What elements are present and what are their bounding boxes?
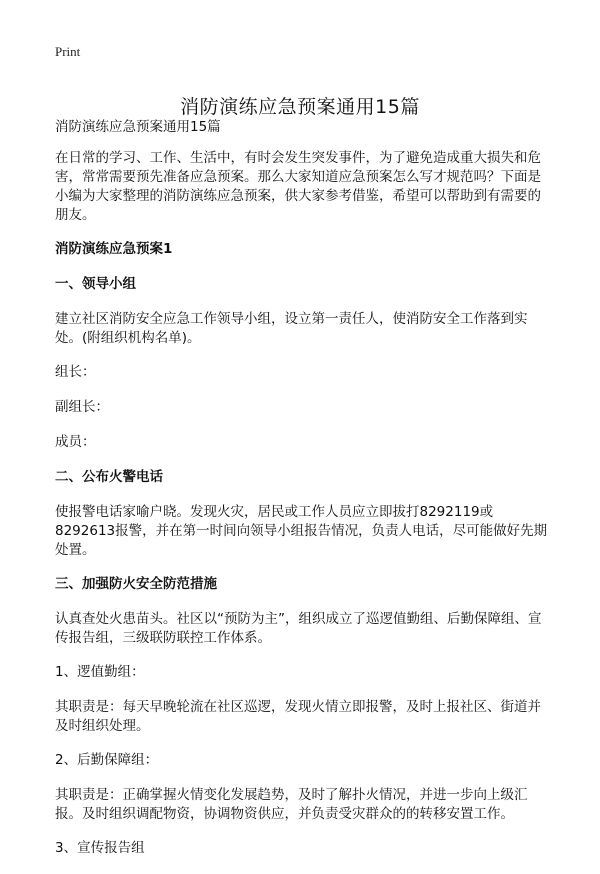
section3-heading: 三、加强防火安全防范措施	[55, 576, 217, 592]
document-body	[55, 118, 550, 874]
section1-paragraph: 建立社区消防安全应急工作领导小组，设立第一责任人，使消防安全工作落到实处。(附组织机构名单)。	[55, 311, 528, 346]
leader-label: 组长：	[55, 364, 96, 380]
item2-title: 2、后勤保障组：	[55, 752, 159, 768]
section2-heading: 二、公布火警电话	[55, 469, 163, 485]
print-link[interactable]: Print	[55, 44, 81, 59]
member-label: 成员：	[55, 434, 96, 450]
deputy-leader-label: 副组长：	[55, 399, 109, 415]
document-subtitle: 消防演练应急预案通用15篇	[55, 119, 221, 135]
section1-heading: 一、领导小组	[55, 276, 136, 292]
item2-paragraph: 其职责是：正确掌握火情变化发展趋势，及时了解扑火情况，并进一步向上级汇报。及时组织调配物资，协调物资供应，并负责受灾群众的的转移安置工作。	[55, 787, 528, 822]
section3-paragraph: 认真查处火患苗头。社区以“预防为主”，组织成立了巡逻值勤组、后勤保障组、宣传报告组，三级联防联控工作体系。	[55, 611, 542, 646]
item3-title: 3、宣传报告组	[55, 840, 145, 856]
item1-title: 1、逻值勤组：	[55, 664, 145, 680]
section2-paragraph: 使报警电话家喻户晓。发现火灾，居民或工作人员应立即拔打8292119或8292613报警，并在第一时间向领导小组报告情况，负责人电话，尽可能做好先期处置。	[55, 504, 548, 558]
intro-paragraph: 在日常的学习、工作、生活中，有时会发生突发事件，为了避免造成重大损失和危害，常常需要预先准备应急预案。那么大家知道应急预案怎么写才规范吗？下面是小编为大家整理的消防演练应急预案，供大家参考借鉴，希望可以帮助到有需要的朋友。	[55, 150, 541, 223]
item1-paragraph: 其职责是：每天早晚轮流在社区巡逻，发现火情立即报警，及时上报社区、街道并及时组织处理。	[55, 699, 541, 734]
page-title: 消防演练应急预案通用15篇	[180, 95, 420, 118]
plan-title: 消防演练应急预案1	[55, 241, 173, 257]
